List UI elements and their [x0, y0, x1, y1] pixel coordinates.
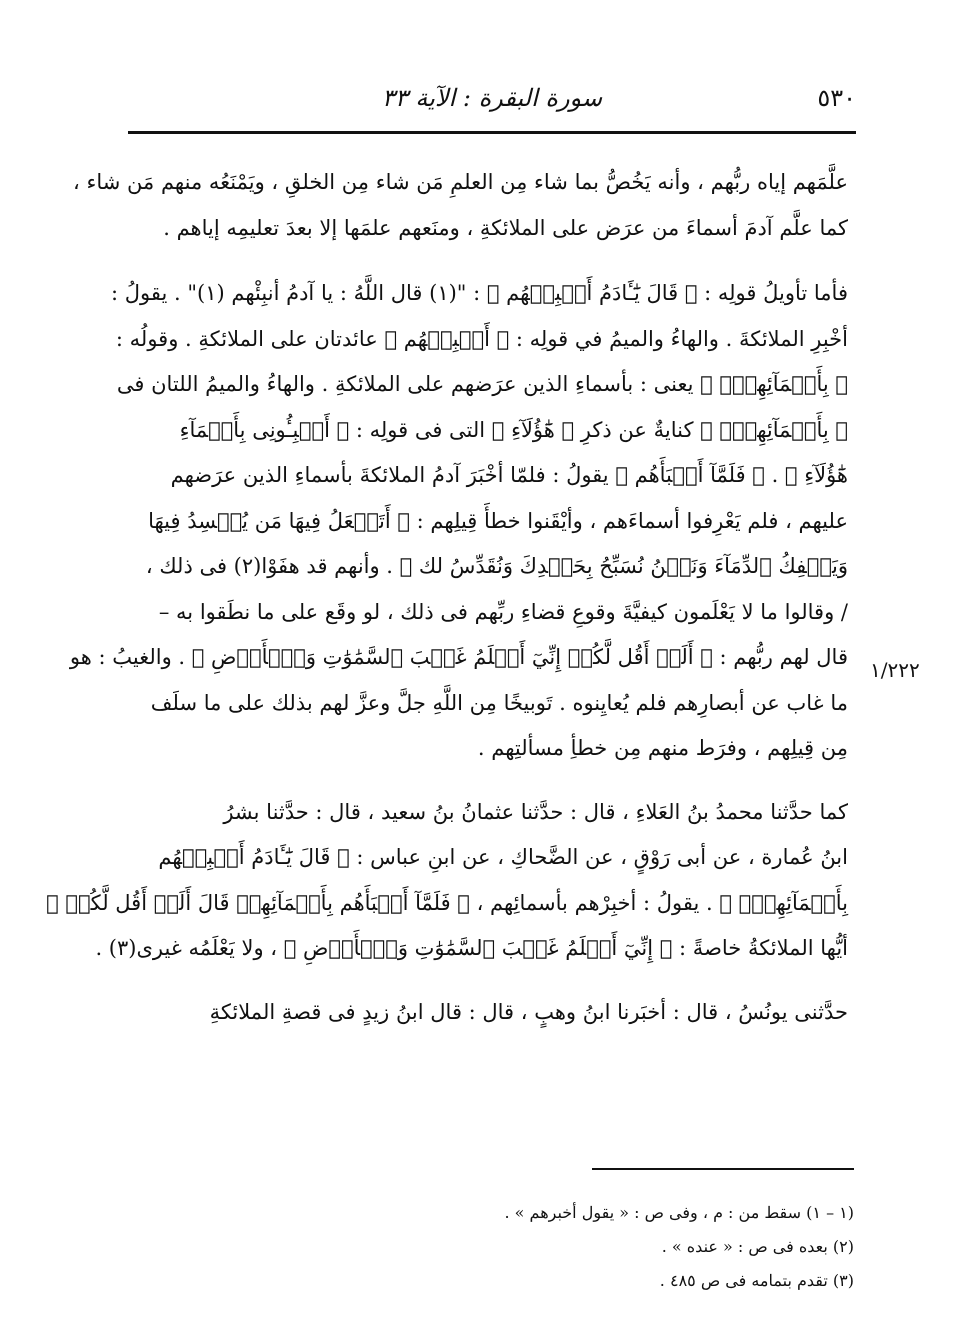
footnote: (٢) بعده فى ص : « عنده » . — [661, 1237, 854, 1256]
text-line: عليهم ، فلم يَعْرِفوا أسماءَهم ، وأيْقَنوا خطأَ قِيلِهم : ﴿ أَتَجۡعَلُ فِيهَا مَن يُفۡسِدُ فِيهَا — [148, 508, 848, 533]
text-line: ﴿ بِأَسۡمَآئِهِمۡۖ ﴾ كنايةٌ عن ذكرِ ﴿ هَٰٓؤُلَآءِ ﴾ التى فى قولِه : ﴿ أَنۢبِـُٔونِى بِأَسۡمَآءِ — [179, 417, 848, 442]
text-line: فأما تأويلُ قولِه : ﴿ قَالَ يَٰٓـَٔادَمُ أَنۢبِئۡهُم ﴾ : "(١) قال اللَّهُ : يا آدمُ أنبِئْهم (١)" . يقولُ : — [111, 281, 848, 305]
text-line: هَٰٓؤُلَآءِ ﴾ . ﴿ فَلَمَّآ أَنۢبَأَهُم ﴾ يقولُ : فلمّا أخْبَرَ آدمُ الملائكةَ بأسماءِ الذين عرَضهم — [170, 463, 848, 487]
text-line: حدَّثنى يونُسُ ، قال : أخبَرنا ابنُ وهبٍ ، قال : قال ابنُ زيدٍ فى قصةِ الملائكةِ — [209, 999, 848, 1024]
paragraph-1 — [73, 160, 848, 251]
text-line: علَّمَهم إياه ربُّهم ، وأنه يَخُصُّ بما شاء مِن العلمِ مَن شاء مِن الخلقِ ، ويَمْنَعُه منهم مَن شاء ، — [73, 170, 848, 194]
paragraph-4 — [140, 990, 848, 1036]
text-line: مِن قِيلِهم ، وفرَط منهم مِن خطأِ مسألتِهم . — [477, 736, 848, 760]
text-line: وَيَسۡفِكُ ٱلدِّمَآءَ وَنَحۡنُ نُسَبِّحُ بِحَمۡدِكَ وَنُقَدِّسُ لك ﴾ . وأنهم قد هفَوْا(٢) فى ذلك ، — [145, 554, 848, 578]
text-line: كما حدَّثنا محمدُ بنُ العَلاءِ ، قال : حدَّثنا عثمانُ بنُ سعيد ، قال : حدَّثنا بشرُ — [223, 799, 848, 824]
text-line: ﴿ بِأَسۡمَآئِهِمۡۖ ﴾ يعنى : بأسماءِ الذين عرَضهم على الملائكةِ . والهاءُ والميمُ اللتان فى — [116, 372, 848, 396]
text-line: قال لهم ربُّهم : ﴿ أَلَمۡ أَقُل لَّكُمۡ إِنِّيٓ أَعۡلَمُ غَيۡبَ ٱلسَّمَٰوَٰتِ وَٱلۡأَرۡضِ ﴾ . والغيبُ : هو — [69, 645, 848, 669]
text-line: ما غاب عن أبصارِهم فلم يُعايِنوه . تَوبيخًا مِن اللَّهِ جلَّ وعزَّ لهم بذلك على ما سلَف — [150, 690, 848, 715]
running-title: سورة البقرة : الآية ٣٣ — [381, 84, 603, 112]
paragraph-2 — [69, 271, 848, 772]
page-number: ٥٣٠ — [817, 84, 856, 112]
page-header — [128, 78, 856, 122]
text-line: أخْبِرِ الملائكةَ . والهاءُ والميمُ في قولِه : ﴿ أَنۢبِئۡهُم ﴾ عائدتان على الملائكةِ . وقولُه : — [115, 326, 848, 351]
paragraph-3 — [46, 790, 848, 972]
text-line: / وقالوا ما لا يَعْلَمون كيفيَّةَ وقوعِ قضاءِ ربِّهم فى ذلك ، لو وقَع على ما نطَقوا به – — [158, 599, 848, 624]
text-line: أيُّها الملائكةُ خاصةً : ﴿ إِنِّيٓ أَعۡلَمُ غَيۡبَ ٱلسَّمَٰوَٰتِ وَٱلۡأَرۡضِ ﴾ ، ولا يَعْلَمُه غيرى(٣) . — [95, 936, 848, 960]
text-line: بِأَسۡمَآئِهِمۡۖ ﴾ . يقولُ : أخبِرْهم بأسمائِهم ، ﴿ فَلَمَّآ أَنۢبَأَهُم بِأَسۡمَآئِهِمۡ قَالَ أَلَمۡ أَقُل لَّكُمۡ ﴾ — [46, 890, 848, 915]
main-text — [46, 160, 848, 1049]
text-line: كما علَّم آدمَ أسماءَ من عرَض على الملائكةِ ، ومنَعهم علمَها إلا بعدَ تعليمِه إياهم . — [163, 215, 848, 240]
footnotes — [460, 1196, 854, 1298]
footnote: (١ – ١) سقط من : م ، وفى ص : « يقول أخبرهم » . — [504, 1203, 854, 1222]
text-line: ابنُ عُمارة ، عن أبى رَوْقٍ ، عن الضَّحاكِ ، عن ابنِ عباس : ﴿ قَالَ يَٰٓـَٔادَمُ أَنۢبِئۡهُم — [158, 845, 848, 869]
footnote-rule — [592, 1168, 854, 1170]
footnote: (٣) تقدم بتمامه فى ص ٤٨٥ . — [659, 1271, 854, 1290]
margin-reference: ١/٢٢٢ — [870, 658, 920, 682]
header-rule — [128, 131, 856, 134]
